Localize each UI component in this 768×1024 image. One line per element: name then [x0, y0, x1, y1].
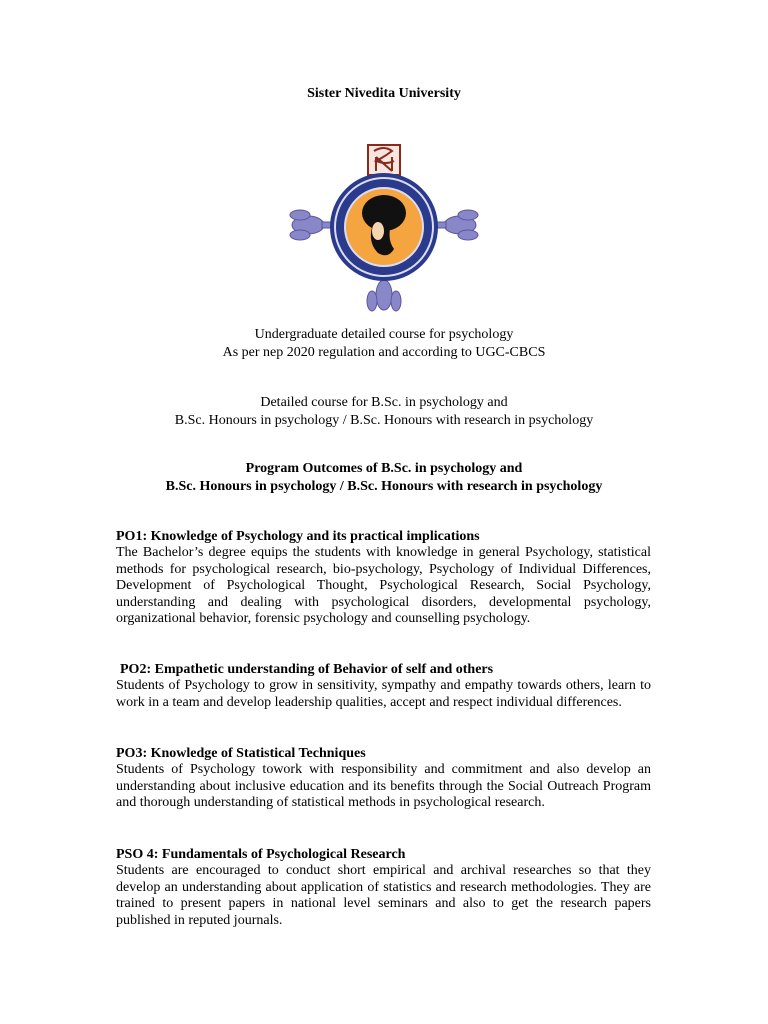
university-title: Sister Nivedita University — [307, 86, 461, 101]
outcome-body: Students are encouraged to conduct short empirical and archival researches so that they develop an understanding about application of statistics and research methodologies. They are trained to present papers in national level seminars and also to get the research papers published in reputed journals. — [116, 863, 651, 928]
left-ornament-icon — [290, 210, 334, 240]
university-logo — [286, 135, 482, 313]
outcome-po3 — [116, 746, 651, 812]
outcome-po2 — [116, 662, 651, 711]
course-line-1: Detailed course for B.Sc. in psychology and — [260, 395, 508, 410]
right-ornament-icon — [434, 210, 478, 240]
subtitle-block — [0, 326, 768, 362]
subtitle-line-1: Undergraduate detailed course for psychology — [254, 327, 514, 342]
outcomes-heading — [0, 460, 768, 496]
outcome-body: Students of Psychology to grow in sensitivity, sympathy and empathy towards others, learn to work in a team and develop leadership qualities, accept and respect individual differences. — [116, 678, 651, 710]
outcome-po1 — [116, 529, 651, 628]
outcome-pso4 — [116, 847, 651, 929]
snu-monogram-icon — [368, 145, 400, 175]
outcomes-heading-line-2: B.Sc. Honours in psychology / B.Sc. Honours with research in psychology — [165, 479, 603, 494]
outcome-title: PO2: Empathetic understanding of Behavior of self and others — [120, 662, 494, 677]
outcomes-heading-line-1: Program Outcomes of B.Sc. in psychology and — [245, 461, 523, 476]
bottom-ornament-icon — [367, 280, 401, 311]
subtitle-line-2: As per nep 2020 regulation and according to UGC-CBCS — [222, 345, 546, 360]
outcome-body: Students of Psychology towork with responsibility and commitment and also develop an understanding about inclusive education and its benefits through the Social Outreach Program and thorough understanding of statistical methods in psychological research. — [116, 762, 651, 810]
outcome-body: The Bachelor’s degree equips the students with knowledge in general Psychology, statistical methods for psychological research, bio-psychology, Psychology of Individual Differences, Development of Psychological Thought, Psychological Research, Social Psychology, understanding and dealing with psychological disorders, developmental psychology, organizational behavior, forensic psychology and counselling psychology. — [116, 545, 651, 626]
outcome-title: PO1: Knowledge of Psychology and its practical implications — [116, 529, 480, 544]
course-line-2: B.Sc. Honours in psychology / B.Sc. Honours with research in psychology — [174, 413, 594, 428]
course-block — [0, 394, 768, 430]
outcome-title: PO3: Knowledge of Statistical Techniques — [116, 746, 366, 761]
outcome-title: PSO 4: Fundamentals of Psychological Research — [116, 847, 406, 862]
